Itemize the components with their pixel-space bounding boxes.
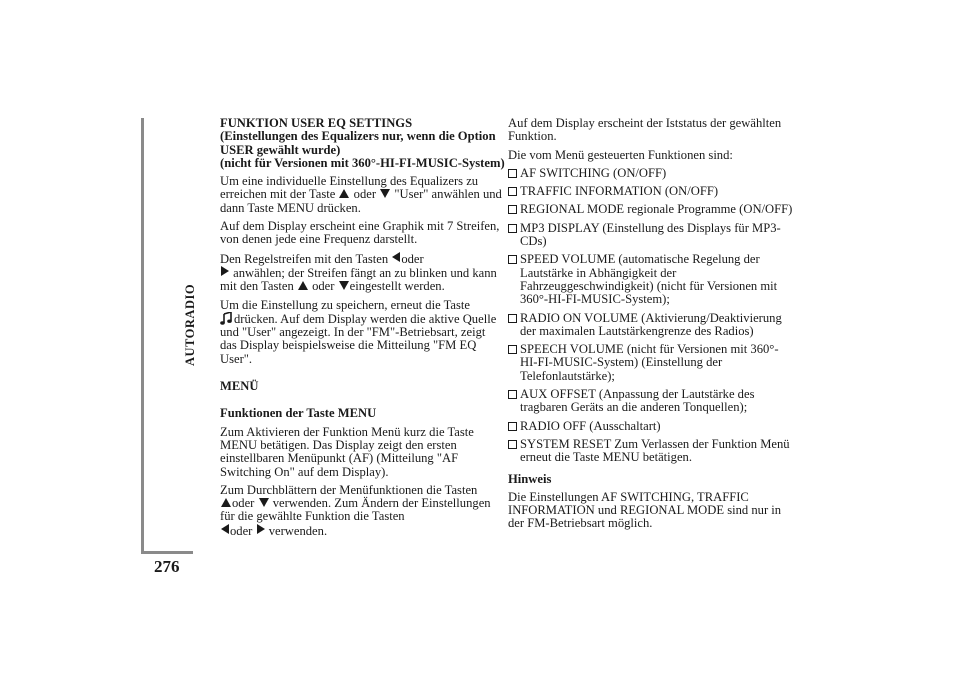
list-item: SYSTEM RESET Zum Verlassen der Funktion Menü erneut die Taste MENU betätigen. [508, 438, 793, 465]
paragraph-save: Um die Einstellung zu speichern, erneut die Taste drücken. Auf dem Display werden die aktive Quelle und "User" angezeigt. In der "FM"-Betriebsart, zeigt das Display beispielsweise die Mitteilung "FM EQ User". [220, 297, 497, 366]
list-item: AF SWITCHING (ON/OFF) [508, 167, 793, 180]
arrow-left-icon [221, 524, 229, 534]
arrow-down-icon [259, 498, 269, 507]
heading-menu-functions: Funktionen der Taste MENU [220, 406, 377, 421]
checkbox-icon [508, 314, 517, 323]
heading-note: Hinweis [508, 471, 552, 486]
section-label: AUTORADIO [183, 283, 197, 366]
paragraph-menu-browse: Zum Durchblättern der Menüfunktionen die Tasten oder verwenden. Zum Ändern der Einstellungen für die gewählte Funktion die Tasten oder verwenden. [220, 482, 491, 538]
heading-menu: MENÜ [220, 379, 259, 394]
paragraph-menu-activate: Zum Aktivieren der Funktion Menü kurz die Taste MENU betätigen. Das Display zeigt den ersten einstellbaren Menüpunkt (AF) (Mitteilung "AF Switching On" auf dem Display). [220, 424, 474, 479]
checkbox-icon [508, 440, 517, 449]
paragraph-functions-intro: Die vom Menü gesteuerten Funktionen sind: [508, 147, 733, 162]
paragraph-graph: Auf dem Display erscheint eine Graphik mit 7 Streifen, von denen jede eine Frequenz darstellt. [220, 219, 500, 247]
paragraph-status: Auf dem Display erscheint der Iststatus der gewählten Funktion. [508, 116, 782, 144]
list-item: SPEED VOLUME (automatische Regelung der Lautstärke in Abhängigkeit der Fahrzeuggeschwindigkeit) (nicht für Versionen mit 360°-HI-FI-MUSIC-System); [508, 253, 793, 306]
arrow-up-icon [221, 498, 231, 507]
list-item: SPEECH VOLUME (nicht für Versionen mit 360°-HI-FI-MUSIC-System) (Einstellung der Telefonlautstärke); [508, 343, 793, 383]
checkbox-icon [508, 422, 517, 431]
paragraph-note: Die Einstellungen AF SWITCHING, TRAFFIC INFORMATION und REGIONAL MODE sind nur in der FM-Betriebsart möglich. [508, 489, 782, 531]
list-item: MP3 DISPLAY (Einstellung des Displays für MP3-CDs) [508, 222, 793, 249]
list-item: AUX OFFSET (Anpassung der Lautstärke des tragbaren Geräts an die anderen Tonquellen); [508, 388, 793, 415]
heading-user-eq: FUNKTION USER EQ SETTINGS [220, 116, 413, 130]
paragraph-select-strip: Den Regelstreifen mit den Tasten oder anwählen; der Streifen fängt an zu blinken und kann mit den Tasten oder eingestellt werden. [220, 251, 497, 294]
checkbox-icon [508, 169, 517, 178]
checkbox-icon [508, 205, 517, 214]
checkbox-icon [508, 255, 517, 264]
heading-note-hifi: (nicht für Versionen mit 360°-HI-FI-MUSIC-System) [220, 155, 505, 170]
music-note-icon [220, 312, 232, 325]
arrow-down-icon [380, 189, 390, 198]
checkbox-icon [508, 224, 517, 233]
list-item: RADIO ON VOLUME (Aktivierung/Deaktivierung der maximalen Lautstärkengrenze des Radios) [508, 312, 793, 339]
menu-function-list [508, 167, 793, 465]
arrow-up-icon [298, 281, 308, 290]
left-column [220, 117, 505, 543]
checkbox-icon [508, 187, 517, 196]
list-item: TRAFFIC INFORMATION (ON/OFF) [508, 185, 793, 198]
arrow-right-icon [257, 524, 265, 534]
arrow-up-icon [339, 189, 349, 198]
checkbox-icon [508, 345, 517, 354]
list-item: RADIO OFF (Ausschaltart) [508, 420, 793, 433]
arrow-left-icon [392, 252, 400, 262]
heading-note-user: (Einstellungen des Equalizers nur, wenn die Option USER gewählt wurde) [220, 129, 496, 157]
right-column [508, 117, 793, 536]
page-number: 276 [154, 557, 180, 576]
arrow-right-icon [221, 266, 229, 276]
sidebar-rule [141, 118, 144, 554]
checkbox-icon [508, 390, 517, 399]
paragraph-eq-intro: Um eine individuelle Einstellung des Equalizers zu erreichen mit der Taste oder "User" anwählen und dann Taste MENU drücken. [220, 174, 502, 215]
list-item: REGIONAL MODE regionale Programme (ON/OFF) [508, 203, 793, 216]
sidebar-rule-foot [141, 551, 193, 554]
arrow-down-icon [339, 281, 349, 290]
